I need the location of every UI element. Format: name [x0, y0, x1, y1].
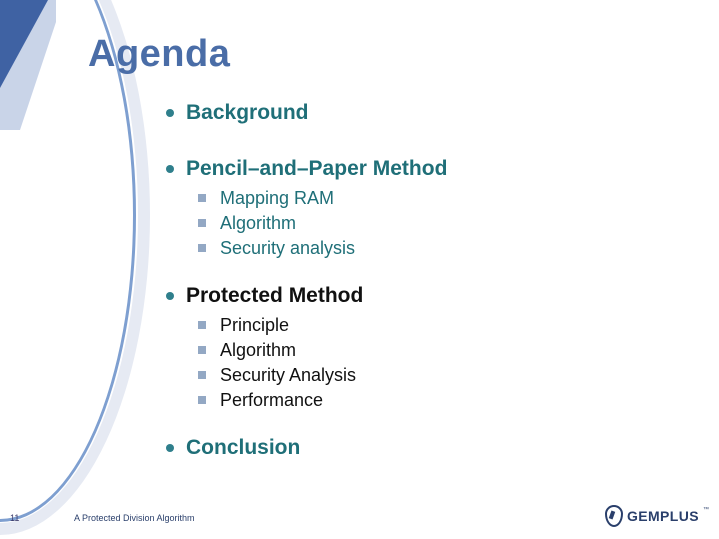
sub-item-principle	[164, 313, 684, 338]
bullet-square-icon	[198, 396, 206, 404]
bullet-square-icon	[198, 371, 206, 379]
trademark-symbol: ™	[703, 507, 709, 513]
outline-item-label: Pencil–and–Paper Method	[186, 157, 448, 180]
outline-item-background	[164, 100, 684, 126]
outline-item-pencil-and-paper-method	[164, 156, 684, 182]
outline-item-conclusion	[164, 435, 684, 461]
outline-item-protected-method	[164, 283, 684, 309]
gemplus-logo	[605, 505, 709, 527]
agenda-outline	[164, 100, 684, 465]
sub-item-label: Performance	[220, 390, 324, 410]
bullet-dot-icon	[166, 109, 174, 117]
sub-item-label: Algorithm	[220, 213, 297, 233]
page-title: Agenda	[88, 33, 231, 75]
logo-mark-icon	[605, 505, 623, 527]
sub-item-label: Security analysis	[220, 238, 356, 258]
outline-item-label: Conclusion	[186, 436, 301, 459]
page-number: 11	[10, 513, 20, 523]
sub-item-algorithm	[164, 338, 684, 363]
outline-item-label: Background	[186, 101, 309, 124]
spacer	[164, 413, 684, 435]
sub-item-label: Algorithm	[220, 340, 297, 360]
sub-item-security-analysis	[164, 236, 684, 261]
sub-item-label: Principle	[220, 315, 290, 335]
footer-title: A Protected Division Algorithm	[74, 513, 195, 523]
logo-text: GEMPLUS	[626, 508, 699, 524]
sub-item-label: Security Analysis	[220, 365, 357, 385]
bullet-dot-icon	[166, 444, 174, 452]
bullet-square-icon	[198, 346, 206, 354]
bullet-square-icon	[198, 194, 206, 202]
sub-item-security-analysis	[164, 363, 684, 388]
spacer	[164, 261, 684, 283]
bullet-square-icon	[198, 321, 206, 329]
sub-item-mapping-ram	[164, 186, 684, 211]
bullet-dot-icon	[166, 292, 174, 300]
bullet-dot-icon	[166, 165, 174, 173]
bullet-square-icon	[198, 219, 206, 227]
bullet-square-icon	[198, 244, 206, 252]
spacer	[164, 130, 684, 156]
sub-item-algorithm	[164, 211, 684, 236]
outline-item-label: Protected Method	[186, 284, 364, 307]
sub-item-performance	[164, 388, 684, 413]
sub-item-label: Mapping RAM	[220, 188, 335, 208]
